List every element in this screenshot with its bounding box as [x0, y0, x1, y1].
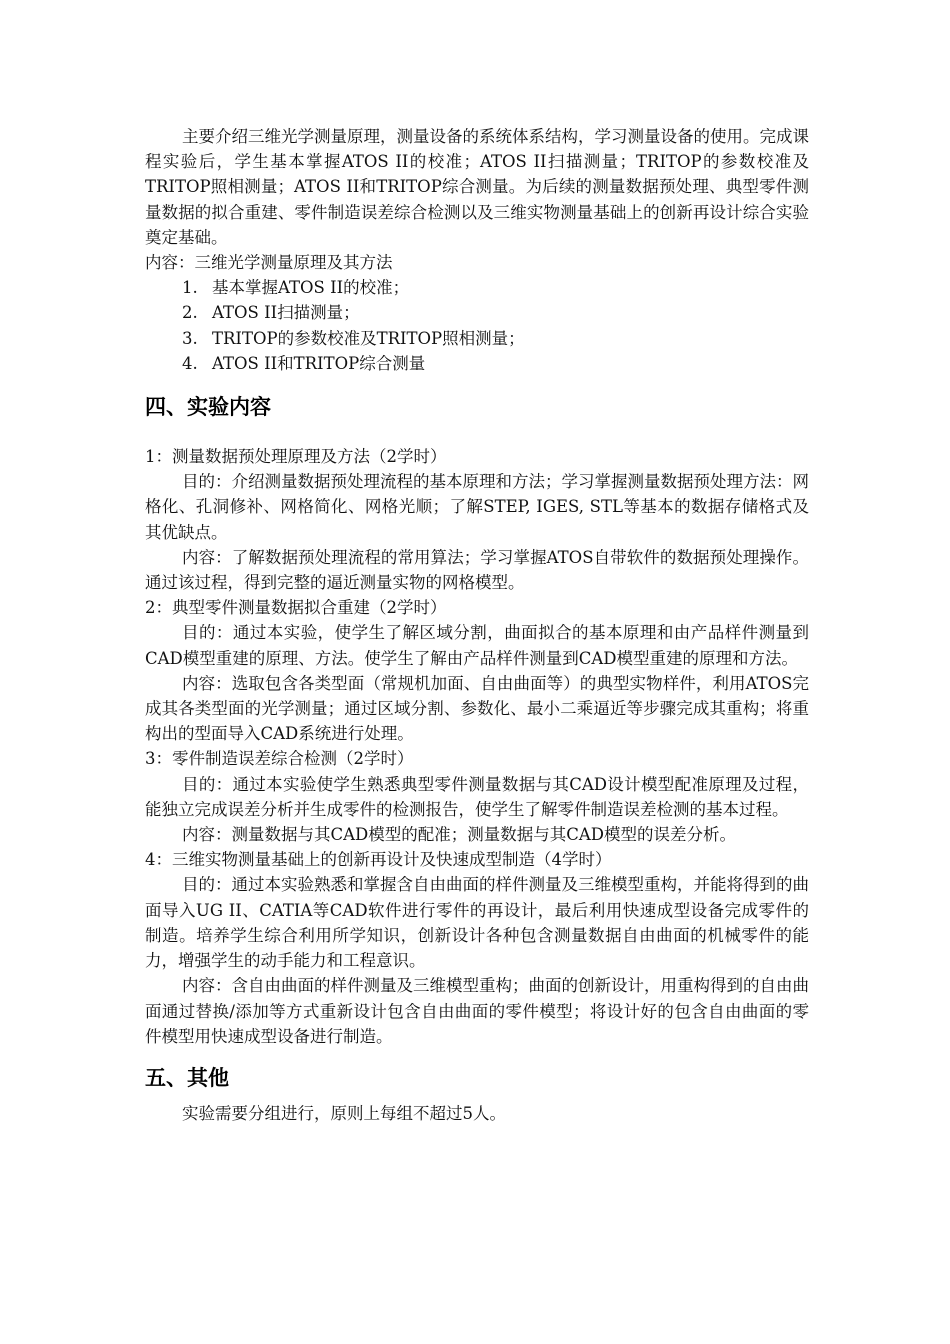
list-item [145, 351, 809, 376]
experiment-item-4 [145, 847, 809, 1049]
list-item-text: ATOS II和TRITOP综合测量 [212, 353, 426, 373]
section-heading-other: 五、其他 [145, 1065, 229, 1090]
list-item [145, 275, 809, 300]
list-item-text: 基本掌握ATOS II的校准； [212, 278, 410, 298]
experiment-content: 内容：选取包含各类型面（常规机加面、自由曲面等）的典型实物样件，利用ATOS完成其各类型面的光学测量；通过区域分割、参数化、最小二乘逼近等步骤完成其重构；将重构出的型面导入CAD系统进行处理。 [145, 673, 809, 744]
list-item-number: 4. [182, 353, 198, 373]
intro-content-line: 内容：三维光学测量原理及其方法 [145, 253, 393, 273]
intro-list [145, 275, 809, 376]
experiment-purpose: 目的：通过本实验，使学生了解区域分割，曲面拟合的基本原理和由产品样件测量到CAD模型重建的原理、方法。使学生了解由产品样件测量到CAD模型重建的原理和方法。 [145, 623, 809, 668]
document-page [145, 124, 809, 1126]
experiment-content: 内容：了解数据预处理流程的常用算法；学习掌握ATOS自带软件的数据预处理操作。通过该过程，得到完整的逼近测量实物的网格模型。 [145, 547, 809, 593]
experiment-content: 内容：含自由曲面的样件测量及三维模型重构；曲面的创新设计，用重构得到的自由曲面通过替换/添加等方式重新设计包含自由曲面的零件模型；将设计好的包含自由曲面的零件模型用快速成型设备进行制造。 [145, 976, 809, 1046]
experiment-purpose: 目的：通过本实验使学生熟悉典型零件测量数据与其CAD设计模型配准原理及过程，能独立完成误差分析并生成零件的检测报告，使学生了解零件制造误差检测的基本过程。 [145, 774, 809, 819]
list-item-number: 2. [182, 303, 198, 323]
experiment-purpose: 目的：通过本实验熟悉和掌握含自由曲面的样件测量及三维模型重构，并能将得到的曲面导入UG II、CATIA等CAD软件进行零件的再设计，最后利用快速成型设备完成零件的制造。培养学生综合利用所学知识，创新设计各种包含测量数据自由曲面的机械零件的能力，增强学生的动手能力和工程意识。 [145, 875, 809, 971]
experiment-item-3 [145, 746, 809, 847]
list-item-text: TRITOP的参数校准及TRITOP照相测量； [212, 328, 525, 348]
list-item [145, 300, 809, 325]
other-paragraph: 实验需要分组进行，原则上每组不超过5人。 [182, 1103, 506, 1123]
experiment-item-2 [145, 595, 809, 746]
list-item-text: ATOS II扫描测量； [212, 303, 360, 323]
intro-paragraph: 主要介绍三维光学测量原理，测量设备的系统体系结构，学习测量设备的使用。完成课程实验后，学生基本掌握ATOS II的校准；ATOS II扫描测量；TRITOP的参数校准及TRITOP照相测量；ATOS II和TRITOP综合测量。为后续的测量数据预处理、典型零件测量数据的拟合重建、零件制造误差综合检测以及三维实物测量基础上的创新再设计综合实验奠定基础。 [145, 127, 809, 247]
experiment-content: 内容：测量数据与其CAD模型的配准；测量数据与其CAD模型的误差分析。 [182, 825, 737, 845]
list-item-number: 1. [182, 278, 198, 298]
list-item [145, 326, 809, 351]
experiment-purpose: 目的：介绍测量数据预处理流程的基本原理和方法；学习掌握测量数据预处理方法：网格化、孔洞修补、网格简化、网格光顺；了解STEP, IGES, STL等基本的数据存储格式及其优缺点。 [145, 472, 809, 542]
experiment-title: 1：测量数据预处理原理及方法（2学时） [145, 447, 447, 467]
list-item-number: 3. [182, 328, 198, 348]
experiment-title: 3：零件制造误差综合检测（2学时） [145, 749, 414, 769]
experiment-item-1 [145, 444, 809, 595]
section-heading-experiment-content: 四、实验内容 [145, 395, 271, 420]
experiment-title: 4：三维实物测量基础上的创新再设计及快速成型制造（4学时） [145, 850, 612, 870]
experiment-title: 2：典型零件测量数据拟合重建（2学时） [145, 598, 447, 618]
